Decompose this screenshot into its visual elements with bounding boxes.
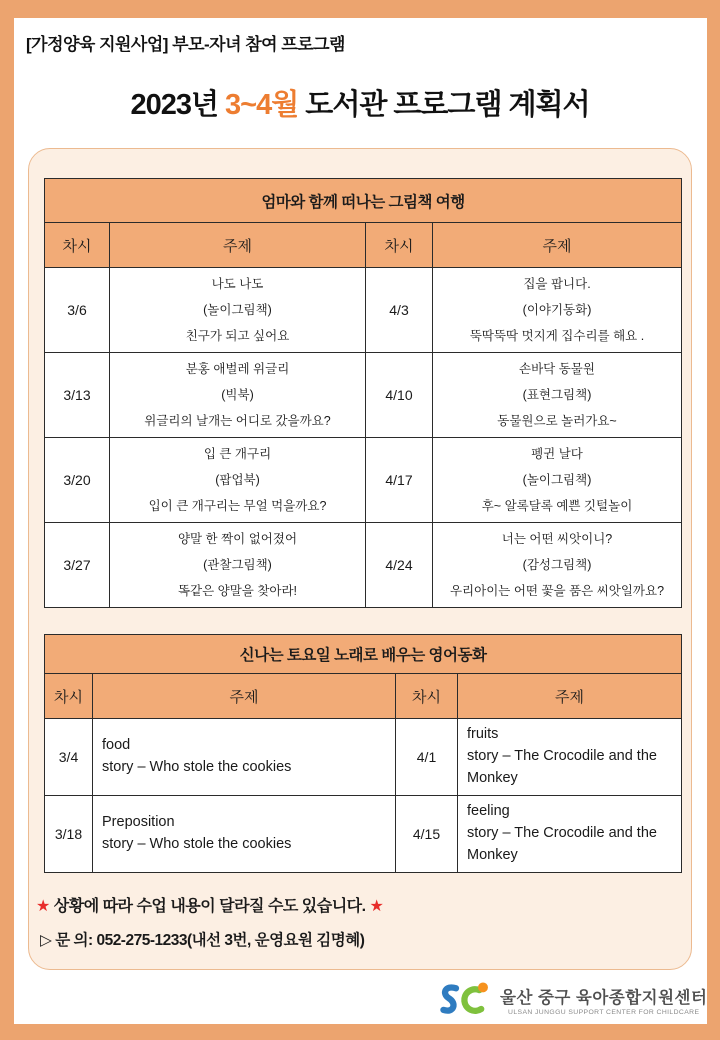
session-date-cell: 3/27 — [45, 523, 110, 608]
topic-line: 손바닥 동물원 — [519, 361, 595, 376]
session-date-cell: 4/15 — [396, 796, 458, 873]
table1-col-topic-1: 주제 — [110, 223, 366, 268]
table-row — [45, 438, 682, 523]
center-logo — [438, 981, 707, 1024]
topic-line: 입이 큰 개구리는 무얼 먹을까요? — [148, 499, 327, 514]
topic-line: 입 큰 개구리 — [203, 446, 272, 461]
topic-cell — [458, 796, 682, 873]
table1-col-topic-2: 주제 — [433, 223, 682, 268]
topic-cell — [110, 353, 366, 438]
topic-line: 분홍 애벌레 위글리 — [185, 361, 290, 376]
session-date-cell: 3/4 — [45, 719, 93, 796]
topic-line: 똑같은 양말을 찾아라! — [177, 584, 298, 599]
session-date-cell: 4/24 — [366, 523, 433, 608]
disclaimer-note — [36, 893, 383, 916]
topic-cell — [110, 438, 366, 523]
session-date-cell: 4/3 — [366, 268, 433, 353]
contact-note — [40, 928, 364, 950]
topic-line: 너는 어떤 씨앗이니? — [501, 531, 613, 546]
table1-col-session-1: 차시 — [45, 223, 110, 268]
table2-col-session-1: 차시 — [45, 674, 93, 719]
topic-line: story – Who stole the cookies — [102, 759, 292, 775]
topic-cell — [93, 719, 396, 796]
table1-col-session-2: 차시 — [366, 223, 433, 268]
arrow-icon: ▷ — [40, 932, 52, 949]
topic-line: (이야기동화) — [522, 302, 592, 317]
program-subtitle: [가정양육 지원사업] 부모-자녀 참여 프로그램 — [26, 35, 345, 54]
session-date-cell: 4/10 — [366, 353, 433, 438]
session-date-cell: 3/6 — [45, 268, 110, 353]
topic-line: (표현그림책) — [522, 387, 592, 402]
session-date-cell: 3/20 — [45, 438, 110, 523]
topic-line: 나도 나도 — [211, 276, 264, 291]
topic-line: 집을 팝니다. — [523, 276, 591, 291]
topic-cell — [110, 523, 366, 608]
table2-col-topic-2: 주제 — [458, 674, 682, 719]
table1-title: 엄마와 함께 떠나는 그림책 여행 — [45, 179, 682, 223]
table-row — [45, 268, 682, 353]
topic-cell — [433, 523, 682, 608]
topic-line: food — [102, 737, 131, 754]
topic-line: (빅북) — [221, 387, 254, 402]
topic-line: 우리아이는 어떤 꽃을 품은 씨앗일까요? — [449, 584, 665, 599]
table-row — [45, 353, 682, 438]
topic-cell — [110, 268, 366, 353]
topic-line: (놀이그림책) — [203, 302, 272, 317]
table2-title: 신나는 토요일 노래로 배우는 영어동화 — [45, 635, 682, 674]
topic-line: 뚝딱뚝딱 멋지게 집수리를 해요 . — [469, 329, 645, 344]
session-date-cell: 3/18 — [45, 796, 93, 873]
topic-cell — [433, 353, 682, 438]
topic-line: 동물원으로 놀러가요~ — [497, 414, 617, 429]
table2-col-session-2: 차시 — [396, 674, 458, 719]
topic-line: 위글리의 날개는 어디로 갔을까요? — [144, 414, 331, 429]
topic-line: 양말 한 짝이 없어졌어 — [177, 531, 298, 546]
topic-cell — [93, 796, 396, 873]
topic-cell — [433, 268, 682, 353]
center-logo-text — [500, 989, 707, 1016]
childcare-center-logo-icon — [438, 981, 492, 1024]
table-row — [45, 796, 682, 873]
topic-line: 친구가 되고 싶어요 — [185, 329, 290, 344]
session-date-cell: 4/17 — [366, 438, 433, 523]
page-title — [0, 82, 720, 123]
star-icon: ★ — [36, 898, 50, 915]
storybook-program-table — [44, 178, 682, 608]
table2-col-topic-1: 주제 — [93, 674, 396, 719]
topic-line: feeling — [467, 803, 510, 820]
topic-line: fruits — [467, 726, 499, 743]
star-icon: ★ — [369, 898, 384, 915]
disclaimer-text: 상황에 따라 수업 내용이 달라질 수도 있습니다. — [49, 898, 370, 915]
topic-line: story – Who stole the cookies — [102, 836, 292, 852]
title-prefix: 2023년 — [130, 89, 226, 121]
topic-line: story – The Crocodile and the Monkey — [467, 748, 657, 786]
topic-line: 후~ 알록달록 예쁜 깃털놀이 — [481, 499, 633, 514]
topic-line: story – The Crocodile and the Monkey — [467, 825, 657, 863]
center-name-english: ULSAN JUNGGU SUPPORT CENTER FOR CHILDCARE — [508, 1009, 700, 1017]
topic-line: Preposition — [102, 814, 175, 831]
contact-text: 문 의: 052-275-1233(내선 3번, 운영요원 김명혜) — [51, 932, 365, 949]
topic-cell — [433, 438, 682, 523]
table-row — [45, 523, 682, 608]
title-highlight: 3~4월 — [225, 89, 299, 121]
english-program-table — [44, 634, 682, 873]
topic-line: 펭귄 날다 — [531, 446, 583, 461]
table-row — [45, 719, 682, 796]
topic-line: (관찰그림책) — [203, 557, 272, 572]
title-suffix: 도서관 프로그램 계획서 — [298, 89, 590, 121]
session-date-cell: 3/13 — [45, 353, 110, 438]
topic-line: (팝업북) — [215, 472, 260, 487]
session-date-cell: 4/1 — [396, 719, 458, 796]
topic-line: (감성그림책) — [522, 557, 592, 572]
topic-line: (놀이그림책) — [522, 472, 592, 487]
topic-cell — [458, 719, 682, 796]
center-name-korean: 울산 중구 육아종합지원센터 — [500, 988, 708, 1007]
